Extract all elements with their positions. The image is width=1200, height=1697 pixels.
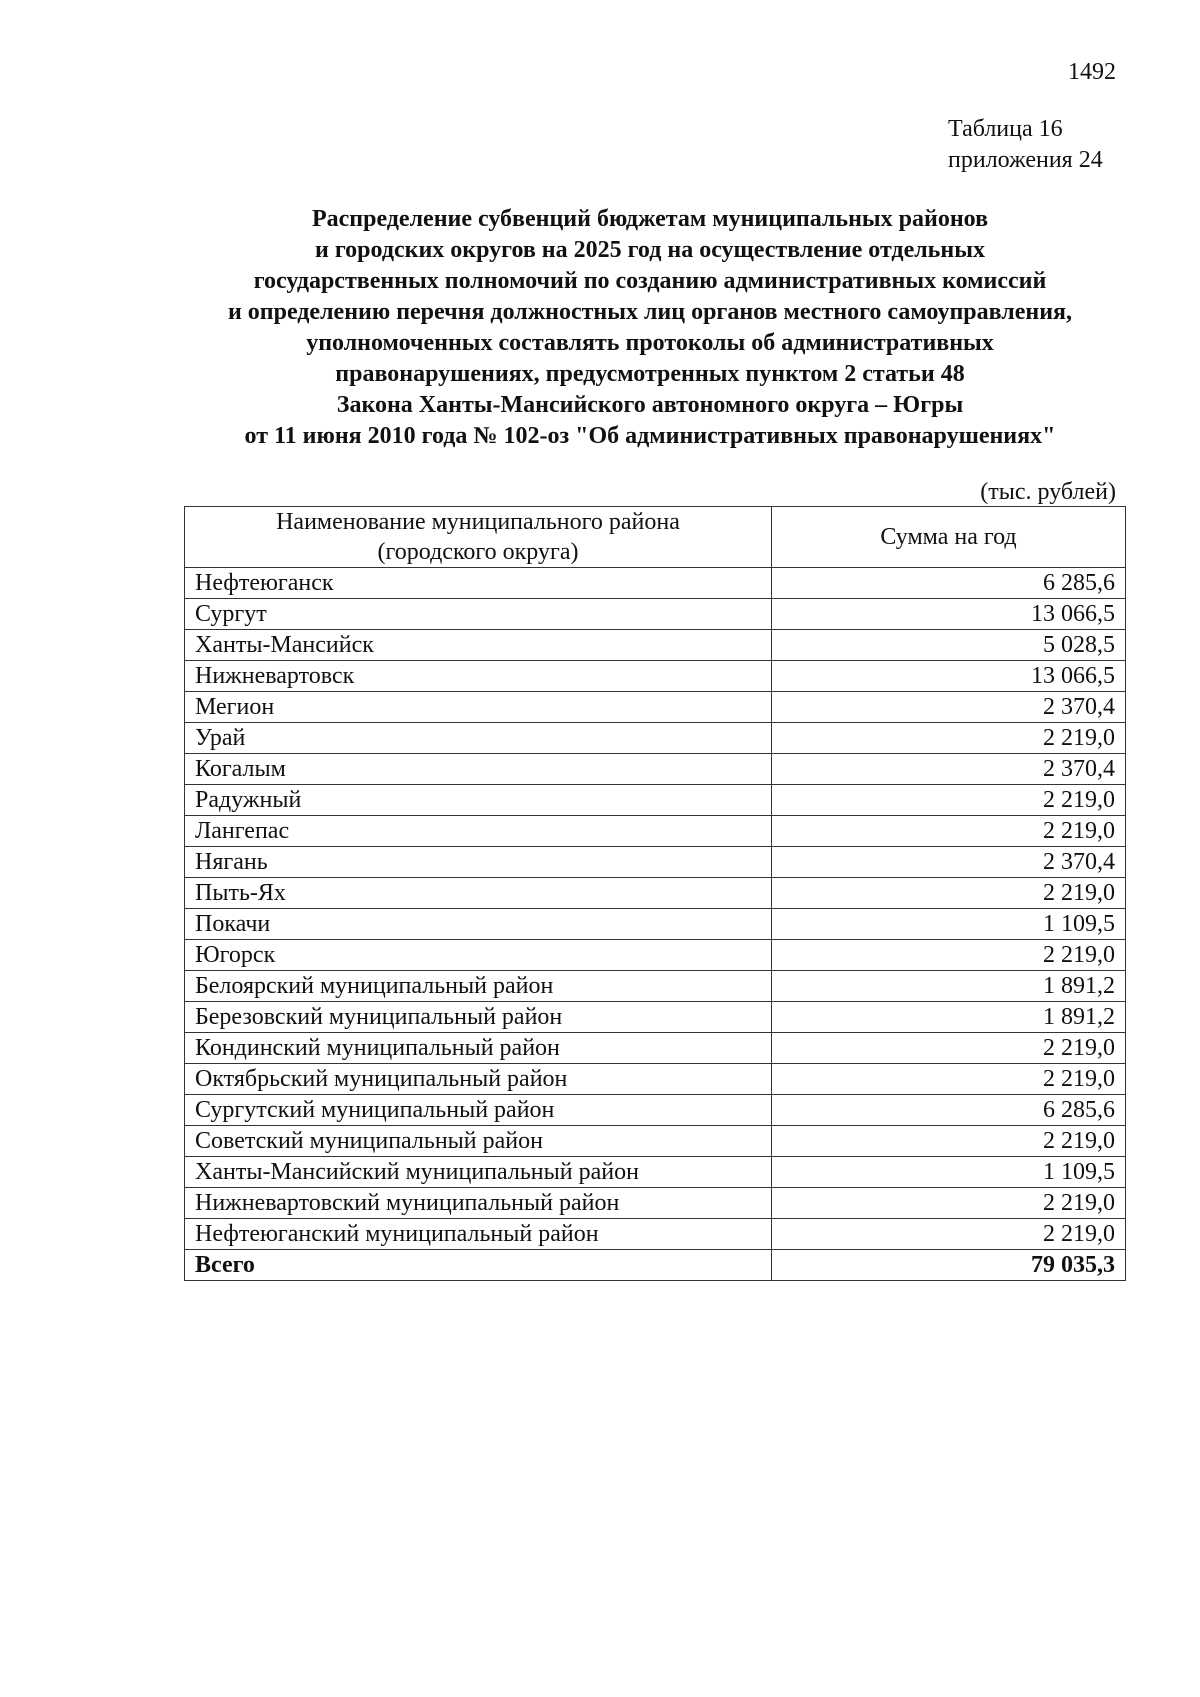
amount-cell: 2 219,0 — [772, 1188, 1126, 1219]
municipality-name-cell: Ханты-Мансийский муниципальный район — [185, 1157, 772, 1188]
amount-cell: 2 370,4 — [772, 754, 1126, 785]
title-line: государственных полномочий по созданию административных комиссий — [253, 268, 1047, 294]
table-row — [185, 1002, 1126, 1033]
table-row — [185, 630, 1126, 661]
amount-cell: 13 066,5 — [772, 661, 1126, 692]
table-body — [185, 568, 1126, 1281]
units-label: (тыс. рублей) — [980, 479, 1116, 505]
municipality-name-cell: Пыть-Ях — [185, 878, 772, 909]
municipality-name-cell: Сургут — [185, 599, 772, 630]
amount-cell: 2 219,0 — [772, 1064, 1126, 1095]
amount-cell: 2 219,0 — [772, 1033, 1126, 1064]
amount-cell: 1 109,5 — [772, 909, 1126, 940]
table-reference-number: Таблица 16 — [948, 116, 1063, 142]
amount-cell: 1 891,2 — [772, 1002, 1126, 1033]
table-row — [185, 754, 1126, 785]
table-row — [185, 940, 1126, 971]
table-row — [185, 568, 1126, 599]
amount-cell: 2 219,0 — [772, 785, 1126, 816]
municipality-name-cell: Октябрьский муниципальный район — [185, 1064, 772, 1095]
amount-cell: 2 370,4 — [772, 692, 1126, 723]
total-amount-cell: 79 035,3 — [772, 1250, 1126, 1281]
table-row — [185, 785, 1126, 816]
document-title — [0, 204, 1200, 452]
municipality-name-cell: Лангепас — [185, 816, 772, 847]
table-row — [185, 1188, 1126, 1219]
amount-cell: 5 028,5 — [772, 630, 1126, 661]
municipality-name-cell: Мегион — [185, 692, 772, 723]
title-line: правонарушениях, предусмотренных пунктом 2 статьи 48 — [335, 361, 965, 387]
municipality-name-cell: Березовский муниципальный район — [185, 1002, 772, 1033]
column-header-name-line1: Наименование муниципального района — [276, 509, 680, 535]
municipality-name-cell: Нижневартовский муниципальный район — [185, 1188, 772, 1219]
table-row — [185, 1095, 1126, 1126]
title-line: и городских округов на 2025 год на осуществление отдельных — [315, 237, 985, 263]
page-number: 1492 — [1068, 59, 1116, 85]
municipality-name-cell: Сургутский муниципальный район — [185, 1095, 772, 1126]
table-row — [185, 1219, 1126, 1250]
subvention-table — [184, 506, 1126, 1281]
table-row — [185, 661, 1126, 692]
table-row — [185, 878, 1126, 909]
table-total-row — [185, 1250, 1126, 1281]
table-row — [185, 1126, 1126, 1157]
title-line: и определению перечня должностных лиц органов местного самоуправления, — [227, 299, 1073, 325]
column-header-name — [185, 507, 772, 568]
municipality-name-cell: Нефтеюганск — [185, 568, 772, 599]
municipality-name-cell: Нижневартовск — [185, 661, 772, 692]
title-line: Закона Ханты-Мансийского автономного округа – Югры — [336, 392, 964, 418]
municipality-name-cell: Нягань — [185, 847, 772, 878]
amount-cell: 2 219,0 — [772, 940, 1126, 971]
title-line: уполномоченных составлять протоколы об административных — [306, 330, 994, 356]
municipality-name-cell: Покачи — [185, 909, 772, 940]
municipality-name-cell: Нефтеюганский муниципальный район — [185, 1219, 772, 1250]
municipality-name-cell: Радужный — [185, 785, 772, 816]
table-row — [185, 1064, 1126, 1095]
table-reference-appendix: приложения 24 — [948, 147, 1103, 173]
table-row — [185, 847, 1126, 878]
table-row — [185, 971, 1126, 1002]
column-header-amount: Сумма на год — [772, 507, 1126, 568]
amount-cell: 13 066,5 — [772, 599, 1126, 630]
municipality-name-cell: Когалым — [185, 754, 772, 785]
table-row — [185, 1157, 1126, 1188]
municipality-name-cell: Кондинский муниципальный район — [185, 1033, 772, 1064]
municipality-name-cell: Белоярский муниципальный район — [185, 971, 772, 1002]
amount-cell: 1 109,5 — [772, 1157, 1126, 1188]
table-row — [185, 599, 1126, 630]
municipality-name-cell: Ханты-Мансийск — [185, 630, 772, 661]
amount-cell: 2 370,4 — [772, 847, 1126, 878]
amount-cell: 2 219,0 — [772, 1126, 1126, 1157]
municipality-name-cell: Советский муниципальный район — [185, 1126, 772, 1157]
amount-cell: 6 285,6 — [772, 1095, 1126, 1126]
title-line: от 11 июня 2010 года № 102-оз "Об административных правонарушениях" — [244, 423, 1056, 449]
amount-cell: 2 219,0 — [772, 1219, 1126, 1250]
title-line: Распределение субвенций бюджетам муниципальных районов — [311, 206, 989, 232]
municipality-name-cell: Урай — [185, 723, 772, 754]
amount-cell: 2 219,0 — [772, 723, 1126, 754]
column-header-name-line2: (городского округа) — [377, 539, 579, 565]
table-row — [185, 816, 1126, 847]
municipality-name-cell: Югорск — [185, 940, 772, 971]
total-label-cell: Всего — [185, 1250, 772, 1281]
table-row — [185, 692, 1126, 723]
amount-cell: 2 219,0 — [772, 816, 1126, 847]
amount-cell: 1 891,2 — [772, 971, 1126, 1002]
table-row — [185, 723, 1126, 754]
amount-cell: 6 285,6 — [772, 568, 1126, 599]
table-reference — [948, 114, 1103, 176]
table-header-row — [185, 507, 1126, 568]
amount-cell: 2 219,0 — [772, 878, 1126, 909]
table-row — [185, 909, 1126, 940]
table-row — [185, 1033, 1126, 1064]
